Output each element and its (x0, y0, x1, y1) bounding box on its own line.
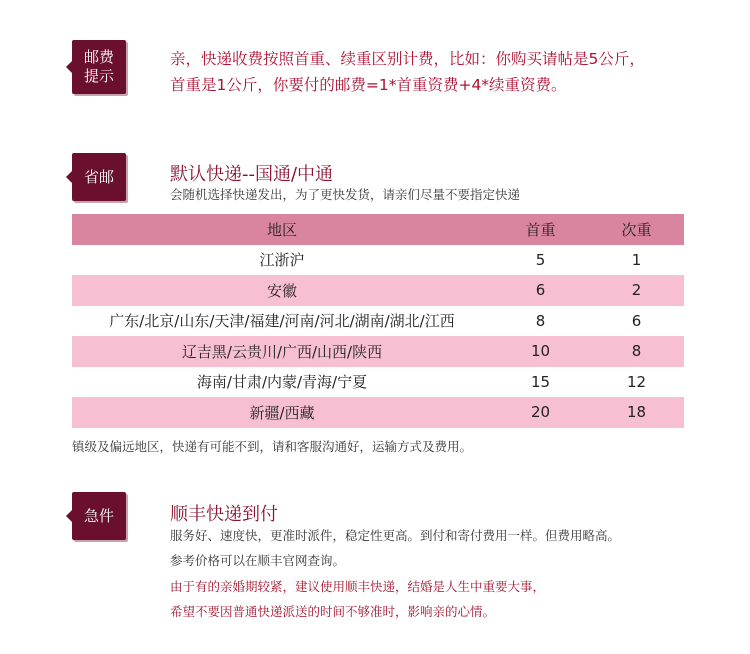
cell-first-weight: 10 (530, 342, 551, 361)
cell-extra-weight: 6 (631, 311, 642, 330)
postage-text-line1: 亲，快递收费按照首重、续重区别计费，比如：你购买请帖是5公斤， (170, 50, 645, 68)
shipping-table (72, 214, 684, 428)
urgent-line3: 由于有的亲婚期较紧，建议使用顺丰快递，结婚是人生中重要大事， (170, 579, 546, 594)
header-region: 地区 (266, 220, 297, 239)
table-row (72, 306, 684, 337)
cell-first-weight: 5 (535, 250, 546, 269)
header-first-weight: 首重 (525, 220, 556, 239)
province-tag (72, 153, 126, 201)
tag-notch (66, 61, 72, 73)
table-row (72, 397, 684, 428)
postage-tag (72, 40, 126, 94)
cell-extra-weight: 2 (631, 281, 642, 300)
table-row (72, 336, 684, 367)
table-header-row (72, 214, 684, 245)
table-row (72, 275, 684, 306)
cell-extra-weight: 12 (626, 372, 647, 391)
province-tag-label: 省邮 (83, 167, 114, 186)
urgent-title: 顺丰快递到付 (170, 504, 278, 525)
cell-region: 江浙沪 (259, 251, 305, 270)
urgent-tag (72, 492, 126, 540)
urgent-tag-label: 急件 (83, 506, 114, 525)
cell-region: 辽吉黑/云贵川/广西/山西/陕西 (181, 342, 383, 361)
cell-first-weight: 15 (530, 372, 551, 391)
cell-extra-weight: 8 (631, 342, 642, 361)
postage-tag-line2: 提示 (83, 67, 114, 85)
cell-region: 安徽 (266, 281, 297, 300)
cell-region: 新疆/西藏 (249, 403, 315, 422)
table-row (72, 367, 684, 398)
cell-first-weight: 8 (535, 311, 546, 330)
cell-region: 广东/北京/山东/天津/福建/河南/河北/湖南/湖北/江西 (109, 312, 455, 331)
tag-notch (66, 171, 72, 183)
table-row (72, 245, 684, 276)
tag-notch (66, 510, 72, 522)
postage-tag-line1: 邮费 (83, 48, 114, 67)
cell-first-weight: 6 (535, 281, 546, 300)
province-subtitle: 会随机选择快递发出，为了更快发货，请亲们尽量不要指定快递 (170, 187, 521, 202)
cell-region: 海南/甘肃/内蒙/青海/宁夏 (196, 373, 368, 392)
cell-first-weight: 20 (530, 403, 551, 422)
province-note: 镇级及偏远地区，快递有可能不到，请和客服沟通好，运输方式及费用。 (72, 439, 473, 454)
cell-extra-weight: 18 (626, 403, 647, 422)
urgent-line2: 参考价格可以在顺丰官网查询。 (170, 553, 346, 568)
urgent-line4: 希望不要因普通快递派送的时间不够准时，影响亲的心情。 (170, 604, 496, 619)
urgent-line1: 服务好、速度快，更准时派件，稳定性更高。到付和寄付费用一样。但费用略高。 (170, 528, 621, 543)
header-extra-weight: 次重 (621, 220, 652, 239)
province-title: 默认快递--国通/中通 (170, 164, 334, 185)
postage-text-line2: 首重是1公斤，你要付的邮费=1*首重资费+4*续重资费。 (170, 76, 567, 94)
cell-extra-weight: 1 (631, 250, 642, 269)
